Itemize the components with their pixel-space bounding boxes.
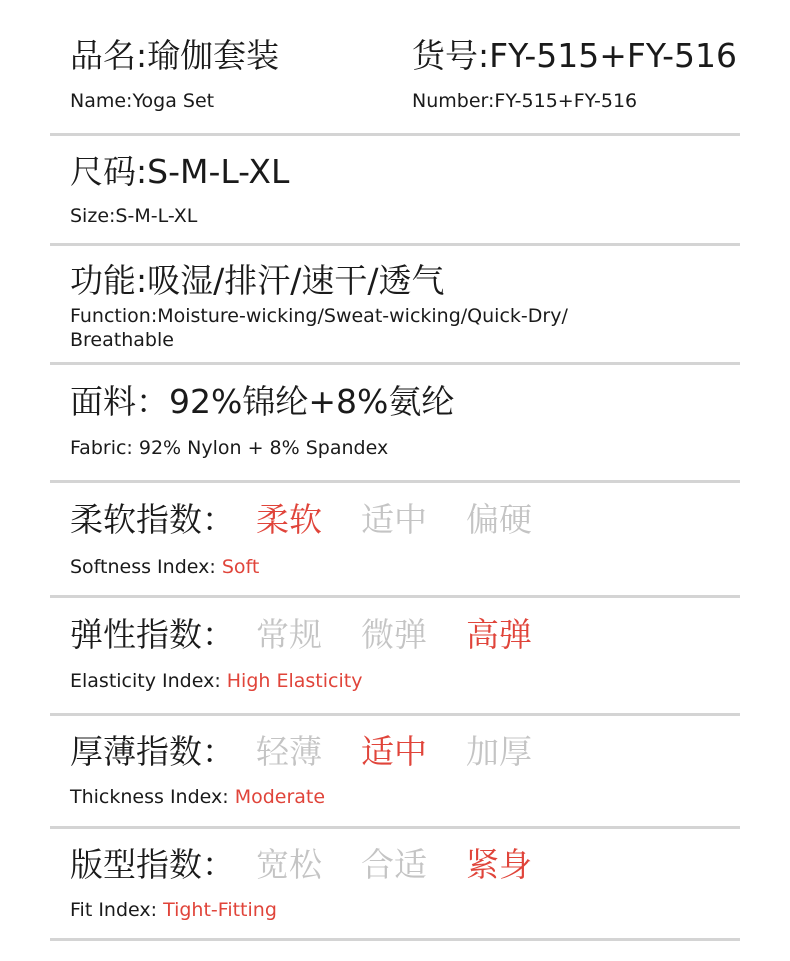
softness-value-en: Soft	[221, 556, 260, 578]
elasticity-label-en: Elasticity Index:	[70, 670, 227, 692]
divider	[50, 713, 740, 716]
softness-option-soft: 柔软	[256, 500, 322, 539]
elasticity-value-en: High Elasticity	[226, 670, 363, 692]
elasticity-option-high: 高弹	[466, 615, 532, 654]
elasticity-en	[70, 670, 362, 693]
thickness-option-thick: 加厚	[466, 732, 532, 771]
fit-option-loose: 宽松	[256, 845, 322, 884]
function-cn: 功能:吸湿/排汗/速干/透气	[70, 261, 445, 300]
fit-label-cn: 版型指数：	[70, 845, 235, 884]
elasticity-option-regular: 常规	[256, 615, 322, 654]
fabric-cn: 面料：92%锦纶+8%氨纶	[70, 382, 455, 421]
softness-option-hard: 偏硬	[466, 500, 532, 539]
elasticity-label-cn: 弹性指数：	[70, 615, 235, 654]
divider	[50, 243, 740, 246]
function-en-line2: Breathable	[70, 329, 174, 351]
divider	[50, 826, 740, 829]
thickness-option-medium: 适中	[361, 732, 427, 771]
fit-option-tight: 紧身	[466, 845, 532, 884]
fit-option-regular: 合适	[361, 845, 427, 884]
thickness-label-en: Thickness Index:	[70, 786, 235, 808]
function-en-line1: Function:Moisture-wicking/Sweat-wicking/Quick-Dry/	[70, 305, 568, 327]
softness-label-cn: 柔软指数：	[70, 500, 235, 539]
size-en: Size:S-M-L-XL	[70, 205, 198, 227]
size-cn: 尺码:S-M-L-XL	[70, 152, 290, 191]
softness-en	[70, 556, 259, 579]
divider	[50, 938, 740, 941]
fit-value-en: Tight-Fitting	[163, 899, 277, 921]
product-name-en: Name:Yoga Set	[70, 90, 215, 112]
divider	[50, 480, 740, 483]
divider	[50, 362, 740, 365]
fit-en	[70, 899, 277, 922]
thickness-value-en: Moderate	[234, 786, 326, 808]
elasticity-option-slight: 微弹	[361, 615, 427, 654]
divider	[50, 133, 740, 136]
fabric-en: Fabric: 92% Nylon + 8% Spandex	[70, 437, 389, 459]
thickness-label-cn: 厚薄指数：	[70, 732, 235, 771]
divider	[50, 595, 740, 598]
softness-label-en: Softness Index:	[70, 556, 222, 578]
softness-option-medium: 适中	[361, 500, 427, 539]
item-number-cn: 货号:FY-515+FY-516	[412, 36, 738, 75]
thickness-option-thin: 轻薄	[256, 732, 322, 771]
thickness-en	[70, 786, 325, 809]
item-number-en: Number:FY-515+FY-516	[412, 90, 638, 112]
product-name-cn: 品名:瑜伽套装	[70, 36, 280, 75]
fit-label-en: Fit Index:	[70, 899, 164, 921]
